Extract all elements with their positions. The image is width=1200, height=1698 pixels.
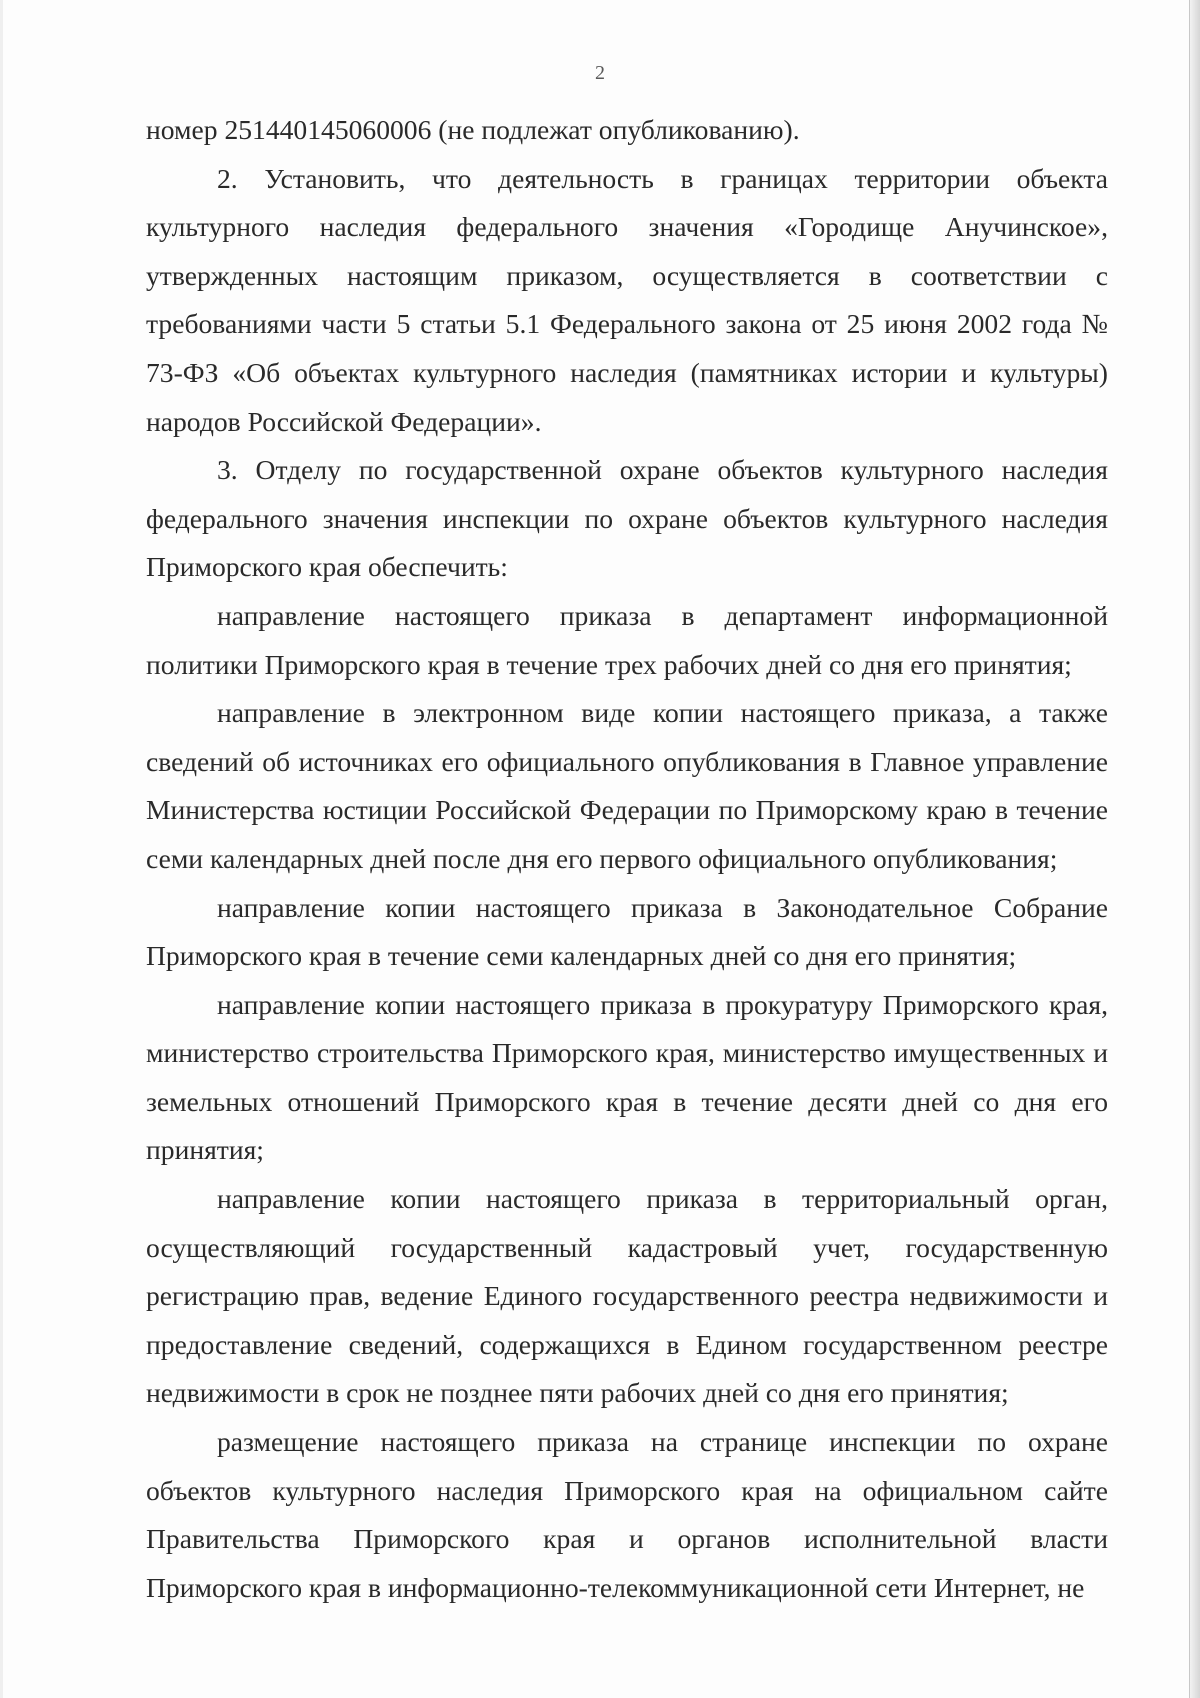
paragraph-ministry-justice: направление в электронном виде копии настоящего приказа, а также сведений об источниках его официального опубликования в Главное управление Министерства юстиции Российской Федерации по Приморскому краю в течение семи календарных дней после дня его первого официального опубликования;	[146, 697, 1108, 874]
paragraph-item-2: 2. Установить, что деятельность в границах территории объекта культурного наследия федерального значения «Городище Анучинское», утвержденных настоящим приказом, осуществляется в соответствии с требованиями части 5 статьи 5.1 Федерального закона от 25 июня 2002 года № 73-ФЗ «Об объектах культурного наследия (памятниках истории и культуры) народов Российской Федерации».	[146, 162, 1108, 437]
document-body	[146, 106, 1108, 1612]
page-number: 2	[595, 62, 605, 84]
paragraph-legislative-assembly: направление копии настоящего приказа в Законодательное Собрание Приморского края в течение семи календарных дней со дня его принятия;	[146, 891, 1108, 972]
paragraph-continuation: номер 251440145060006 (не подлежат опубликованию).	[146, 114, 800, 145]
scan-edge-right	[1189, 0, 1200, 1698]
paragraph-cadastral: направление копии настоящего приказа в территориальный орган, осуществляющий государственный кадастровый учет, государственную регистрацию прав, ведение Единого государственного реестра недвижимости и предоставление сведений, содержащихся в Едином государственном реестре недвижимости в срок не позднее пяти рабочих дней со дня его принятия;	[146, 1183, 1108, 1409]
paragraph-website: размещение настоящего приказа на странице инспекции по охране объектов культурного наследия Приморского края на официальном сайте Правительства Приморского края и органов исполнительной власти Приморского края в информационно-телекоммуникационной сети Интернет, не	[146, 1426, 1108, 1603]
paragraph-item-3: 3. Отделу по государственной охране объектов культурного наследия федерального значения инспекции по охране объектов культурного наследия Приморского края обеспечить:	[146, 454, 1108, 583]
paragraph-info-policy: направление настоящего приказа в департамент информационной политики Приморского края в течение трех рабочих дней со дня его принятия;	[146, 599, 1108, 680]
paragraph-prosecutor: направление копии настоящего приказа в прокуратуру Приморского края, министерство строительства Приморского края, министерство имущественных и земельных отношений Приморского края в течение десяти дней со дня его принятия;	[146, 988, 1108, 1166]
scan-edge-left	[0, 0, 3, 1698]
